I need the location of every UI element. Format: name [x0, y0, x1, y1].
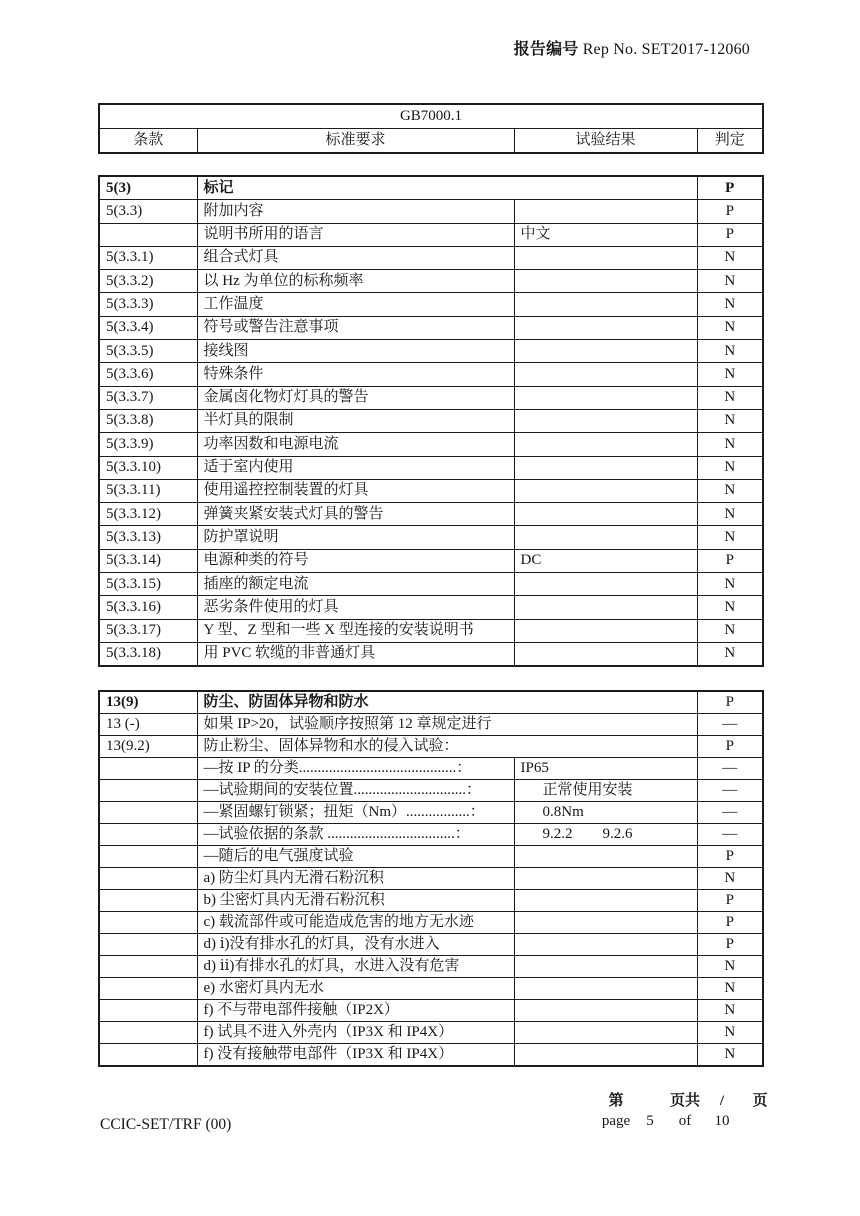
verdict-cell: N: [697, 596, 763, 619]
verdict-cell: P: [697, 176, 763, 200]
verdict-cell: P: [697, 223, 763, 246]
requirement-cell: 工作温度: [197, 293, 514, 316]
verdict-cell: N: [697, 316, 763, 339]
requirement-cell: 恶劣条件使用的灯具: [197, 596, 514, 619]
requirement-cell: Y 型、Z 型和一些 X 型连接的安装说明书: [197, 619, 514, 642]
table-row: [99, 824, 763, 846]
table-row: [99, 780, 763, 802]
table-row: [99, 340, 763, 363]
column-header-verdict: 判定: [697, 129, 763, 154]
clause-cell: [99, 1044, 197, 1067]
verdict-cell: P: [697, 691, 763, 714]
requirement-cell: b) 尘密灯具内无滑石粉沉积: [197, 890, 514, 912]
table-row: [99, 912, 763, 934]
requirement-cell: 标记: [197, 176, 697, 200]
result-cell: [514, 978, 697, 1000]
column-header-requirement: 标准要求: [197, 129, 514, 154]
clause-cell: 5(3.3.3): [99, 293, 197, 316]
verdict-cell: N: [697, 1022, 763, 1044]
clause-cell: 5(3.3): [99, 200, 197, 223]
clause-cell: 13(9.2): [99, 736, 197, 758]
requirement-cell: 防止粉尘、固体异物和水的侵入试验：: [197, 736, 697, 758]
clause-cell: 5(3.3.9): [99, 433, 197, 456]
requirement-cell: —按 IP 的分类..........................................：: [197, 758, 514, 780]
table-row: [99, 956, 763, 978]
requirement-cell: 如果 IP>20，试验顺序按照第 12 章规定进行: [197, 714, 697, 736]
result-cell: 9.2.2 9.2.6: [514, 824, 697, 846]
clause-cell: [99, 780, 197, 802]
requirement-cell: f) 没有接触带电部件（IP3X 和 IP4X）: [197, 1044, 514, 1067]
table-row: [99, 223, 763, 246]
result-cell: [514, 270, 697, 293]
table-row: [99, 868, 763, 890]
verdict-cell: N: [697, 340, 763, 363]
result-cell: 中文: [514, 223, 697, 246]
requirement-cell: 防尘、防固体异物和防水: [197, 691, 697, 714]
clause-cell: [99, 934, 197, 956]
clause-cell: 5(3.3.5): [99, 340, 197, 363]
table-row: [99, 1000, 763, 1022]
table-row: [99, 176, 763, 200]
table-row: [99, 934, 763, 956]
page-indicator-spacer: [738, 1111, 782, 1131]
verdict-cell: N: [697, 868, 763, 890]
verdict-cell: N: [697, 1044, 763, 1067]
result-cell: [514, 363, 697, 386]
clause-cell: [99, 824, 197, 846]
requirement-cell: —随后的电气强度试验: [197, 846, 514, 868]
table-row: [99, 479, 763, 502]
table-row: [99, 386, 763, 409]
table-row: [99, 596, 763, 619]
marking-section-table: [98, 175, 764, 667]
requirement-cell: 半灯具的限制: [197, 409, 514, 432]
verdict-cell: N: [697, 573, 763, 596]
verdict-cell: N: [697, 956, 763, 978]
verdict-cell: N: [697, 526, 763, 549]
requirement-cell: d) ⅰ)没有排水孔的灯具，没有水进入: [197, 934, 514, 956]
report-number-value: Rep No. SET2017-12060: [582, 41, 750, 58]
table-row: [99, 270, 763, 293]
clause-cell: 13(9): [99, 691, 197, 714]
requirement-cell: 用 PVC 软缆的非普通灯具: [197, 642, 514, 666]
page-indicator-spacer: [636, 1091, 664, 1111]
result-cell: [514, 1044, 697, 1067]
result-cell: [514, 956, 697, 978]
clause-cell: [99, 846, 197, 868]
table-row: [99, 714, 763, 736]
standard-header-table: [98, 103, 764, 154]
result-cell: [514, 934, 697, 956]
table-row: [99, 691, 763, 714]
clause-cell: [99, 802, 197, 824]
page-suffix-cn: 页: [752, 1093, 768, 1109]
result-cell: [514, 293, 697, 316]
requirement-cell: 插座的额定电流: [197, 573, 514, 596]
result-cell: [514, 573, 697, 596]
table-row: [99, 1044, 763, 1067]
requirement-cell: —紧固螺钉锁紧；扭矩（Nm）.................：: [197, 802, 514, 824]
table-row: [99, 433, 763, 456]
verdict-cell: N: [697, 433, 763, 456]
table-row: [99, 503, 763, 526]
column-header-row: [99, 129, 763, 154]
requirement-cell: —试验依据的条款 ..................................：: [197, 824, 514, 846]
standard-name: GB7000.1: [99, 104, 763, 129]
result-cell: [514, 340, 697, 363]
verdict-cell: N: [697, 479, 763, 502]
report-number-label: 报告编号: [513, 41, 579, 58]
clause-cell: [99, 890, 197, 912]
clause-cell: [99, 223, 197, 246]
requirement-cell: —试验期间的安装位置..............................：: [197, 780, 514, 802]
clause-cell: 5(3.3.15): [99, 573, 197, 596]
requirement-cell: 说明书所用的语言: [197, 223, 514, 246]
result-cell: [514, 619, 697, 642]
clause-cell: [99, 758, 197, 780]
page-total: 10: [714, 1113, 730, 1129]
verdict-cell: —: [697, 824, 763, 846]
requirement-cell: f) 不与带电部件接触（IP2X）: [197, 1000, 514, 1022]
column-header-result: 试验结果: [514, 129, 697, 154]
requirement-cell: d) ⅱ)有排水孔的灯具，水进入没有危害: [197, 956, 514, 978]
verdict-cell: N: [697, 978, 763, 1000]
clause-cell: [99, 868, 197, 890]
verdict-cell: N: [697, 293, 763, 316]
result-cell: IP65: [514, 758, 697, 780]
result-cell: [514, 890, 697, 912]
result-cell: [514, 596, 697, 619]
result-cell: [514, 433, 697, 456]
result-cell: 0.8Nm: [514, 802, 697, 824]
requirement-cell: 适于室内使用: [197, 456, 514, 479]
clause-cell: 5(3.3.10): [99, 456, 197, 479]
page-label-en: page: [601, 1113, 631, 1129]
requirement-cell: 使用遥控控制装置的灯具: [197, 479, 514, 502]
clause-cell: 5(3.3.18): [99, 642, 197, 666]
verdict-cell: N: [697, 642, 763, 666]
clause-cell: [99, 1000, 197, 1022]
requirement-cell: 附加内容: [197, 200, 514, 223]
ingress-protection-section-table: [98, 690, 764, 1067]
requirement-cell: 组合式灯具: [197, 246, 514, 269]
requirement-cell: 金属卤化物灯灯具的警告: [197, 386, 514, 409]
clause-cell: [99, 1022, 197, 1044]
clause-cell: [99, 978, 197, 1000]
verdict-cell: N: [697, 409, 763, 432]
page-label-cn: 第: [608, 1093, 624, 1109]
clause-cell: 5(3.3.1): [99, 246, 197, 269]
result-cell: [514, 479, 697, 502]
result-cell: [514, 526, 697, 549]
clause-cell: 5(3.3.13): [99, 526, 197, 549]
standard-title-row: [99, 104, 763, 129]
result-cell: [514, 316, 697, 339]
table-row: [99, 1022, 763, 1044]
result-cell: [514, 1022, 697, 1044]
page-slash: /: [719, 1093, 725, 1109]
clause-cell: 5(3.3.6): [99, 363, 197, 386]
requirement-cell: 以 Hz 为单位的标称频率: [197, 270, 514, 293]
verdict-cell: N: [697, 503, 763, 526]
requirement-cell: 防护罩说明: [197, 526, 514, 549]
requirement-cell: 特殊条件: [197, 363, 514, 386]
result-cell: [514, 456, 697, 479]
result-cell: [514, 846, 697, 868]
verdict-cell: P: [697, 890, 763, 912]
page-indicator: [596, 1091, 782, 1131]
clause-cell: [99, 956, 197, 978]
verdict-cell: P: [697, 549, 763, 572]
requirement-cell: e) 水密灯具内无水: [197, 978, 514, 1000]
table-row: [99, 363, 763, 386]
clause-cell: 5(3.3.8): [99, 409, 197, 432]
table-row: [99, 200, 763, 223]
verdict-cell: P: [697, 846, 763, 868]
of-label-cn: 页共: [669, 1093, 700, 1109]
report-number: [514, 36, 750, 59]
result-cell: [514, 868, 697, 890]
clause-cell: 5(3.3.4): [99, 316, 197, 339]
result-cell: [514, 386, 697, 409]
clause-cell: 5(3.3.16): [99, 596, 197, 619]
table-row: [99, 890, 763, 912]
result-cell: DC: [514, 549, 697, 572]
requirement-cell: f) 试具不进入外壳内（IP3X 和 IP4X）: [197, 1022, 514, 1044]
of-label-en: of: [678, 1113, 692, 1129]
table-row: [99, 573, 763, 596]
column-header-clause: 条款: [99, 129, 197, 154]
requirement-cell: a) 防尘灯具内无滑石粉沉积: [197, 868, 514, 890]
clause-cell: 5(3.3.7): [99, 386, 197, 409]
clause-cell: 5(3.3.11): [99, 479, 197, 502]
verdict-cell: N: [697, 1000, 763, 1022]
result-cell: [514, 1000, 697, 1022]
verdict-cell: N: [697, 386, 763, 409]
result-cell: 正常使用安装: [514, 780, 697, 802]
verdict-cell: N: [697, 363, 763, 386]
verdict-cell: N: [697, 619, 763, 642]
result-cell: [514, 642, 697, 666]
page-current: 5: [646, 1113, 654, 1129]
clause-cell: 13 (-): [99, 714, 197, 736]
requirement-cell: 电源种类的符号: [197, 549, 514, 572]
requirement-cell: 弹簧夹紧安装式灯具的警告: [197, 503, 514, 526]
table-row: [99, 642, 763, 666]
verdict-cell: P: [697, 934, 763, 956]
verdict-cell: P: [697, 912, 763, 934]
table-row: [99, 293, 763, 316]
requirement-cell: 功率因数和电源电流: [197, 433, 514, 456]
result-cell: [514, 409, 697, 432]
result-cell: [514, 200, 697, 223]
document-code: CCIC-SET/TRF (00): [100, 1116, 232, 1133]
clause-cell: 5(3.3.14): [99, 549, 197, 572]
clause-cell: 5(3): [99, 176, 197, 200]
table-row: [99, 619, 763, 642]
verdict-cell: —: [697, 714, 763, 736]
verdict-cell: N: [697, 270, 763, 293]
requirement-cell: 符号或警告注意事项: [197, 316, 514, 339]
verdict-cell: —: [697, 780, 763, 802]
verdict-cell: P: [697, 200, 763, 223]
verdict-cell: N: [697, 456, 763, 479]
verdict-cell: —: [697, 802, 763, 824]
table-row: [99, 316, 763, 339]
result-cell: [514, 503, 697, 526]
table-row: [99, 409, 763, 432]
table-row: [99, 526, 763, 549]
clause-cell: [99, 912, 197, 934]
verdict-cell: —: [697, 758, 763, 780]
clause-cell: 5(3.3.2): [99, 270, 197, 293]
table-row: [99, 246, 763, 269]
result-cell: [514, 246, 697, 269]
result-cell: [514, 912, 697, 934]
table-row: [99, 846, 763, 868]
verdict-cell: N: [697, 246, 763, 269]
table-row: [99, 549, 763, 572]
table-row: [99, 978, 763, 1000]
table-row: [99, 802, 763, 824]
verdict-cell: P: [697, 736, 763, 758]
requirement-cell: c) 载流部件或可能造成危害的地方无水迹: [197, 912, 514, 934]
table-row: [99, 758, 763, 780]
requirement-cell: 接线图: [197, 340, 514, 363]
table-row: [99, 456, 763, 479]
clause-cell: 5(3.3.12): [99, 503, 197, 526]
table-row: [99, 736, 763, 758]
clause-cell: 5(3.3.17): [99, 619, 197, 642]
